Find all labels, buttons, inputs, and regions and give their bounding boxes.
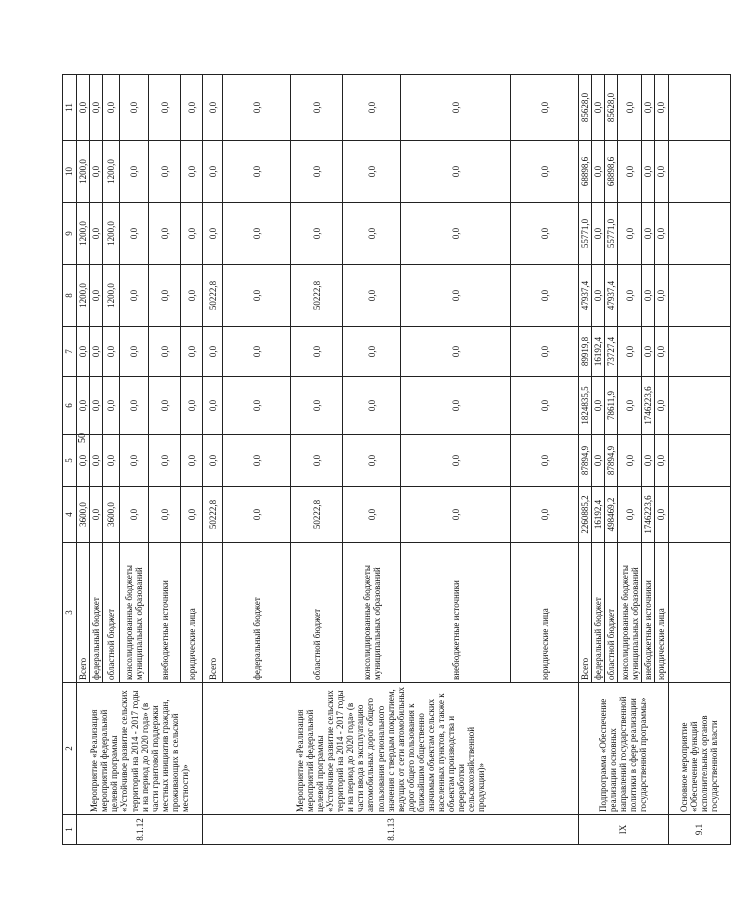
amount-cell: 16192,4 [592, 487, 605, 543]
empty-cell [668, 377, 730, 435]
amount-cell: 1200,0 [77, 265, 90, 327]
amount-cell: 0,0 [343, 203, 401, 265]
amount-cell: 0,0 [511, 141, 579, 203]
amount-cell: 50222,8 [291, 265, 343, 327]
table-row [77, 75, 90, 845]
funding-source: внебюджетные источники [642, 543, 655, 683]
amount-cell: 0,0 [618, 487, 642, 543]
amount-cell: 1200,0 [103, 141, 120, 203]
amount-cell: 0,0 [181, 265, 203, 327]
empty-cell [668, 327, 730, 377]
amount-cell: 0,0 [149, 265, 181, 327]
amount-cell: 0,0 [592, 377, 605, 435]
amount-cell: 0,0 [592, 141, 605, 203]
amount-cell: 0,0 [149, 435, 181, 487]
funding-source: Всего [579, 543, 592, 683]
header-row [63, 75, 77, 845]
amount-cell: 68898,6 [579, 141, 592, 203]
amount-cell: 55771,0 [605, 203, 618, 265]
amount-cell: 55771,0 [579, 203, 592, 265]
amount-cell: 0,0 [511, 487, 579, 543]
amount-cell: 47937,4 [605, 265, 618, 327]
amount-cell: 0,0 [511, 377, 579, 435]
funding-source: областной бюджет [291, 543, 343, 683]
empty-cell [668, 141, 730, 203]
amount-cell: 0,0 [223, 203, 291, 265]
funding-source: Всего [203, 543, 223, 683]
amount-cell: 85628,0 [605, 75, 618, 141]
amount-cell: 0,0 [592, 265, 605, 327]
column-header: 11 [63, 75, 77, 141]
amount-cell: 0,0 [618, 141, 642, 203]
row-code: 8.1.12 [77, 815, 203, 845]
amount-cell: 0,0 [655, 327, 668, 377]
amount-cell: 0,0 [223, 435, 291, 487]
amount-cell: 0,0 [223, 487, 291, 543]
amount-cell: 0,0 [77, 435, 90, 487]
page-number: 50 [77, 433, 88, 443]
rotated-table-container [62, 75, 720, 845]
funding-source: консолидированные бюджеты муниципальных образований [618, 543, 642, 683]
funding-source: юридические лица [511, 543, 579, 683]
funding-source: Всего [77, 543, 90, 683]
amount-cell: 0,0 [618, 265, 642, 327]
funding-source: федеральный бюджет [592, 543, 605, 683]
amount-cell: 89919,8 [579, 327, 592, 377]
amount-cell: 0,0 [343, 327, 401, 377]
amount-cell: 0,0 [203, 203, 223, 265]
budget-table [62, 74, 731, 845]
amount-cell: 0,0 [618, 327, 642, 377]
funding-source: консолидированные бюджеты муниципальных образований [120, 543, 149, 683]
amount-cell: 0,0 [223, 377, 291, 435]
funding-source: внебюджетные источники [401, 543, 511, 683]
amount-cell: 0,0 [343, 141, 401, 203]
amount-cell: 0,0 [401, 487, 511, 543]
amount-cell: 68898,6 [605, 141, 618, 203]
amount-cell: 85628,0 [579, 75, 592, 141]
amount-cell: 0,0 [181, 75, 203, 141]
amount-cell: 0,0 [642, 265, 655, 327]
amount-cell: 78611,9 [605, 377, 618, 435]
amount-cell: 0,0 [343, 487, 401, 543]
amount-cell: 0,0 [511, 203, 579, 265]
measure-name: Мероприятие «Реализация мероприятий федеральной целевой программы «Устойчивое развитие сельских территорий на 2014 - 2017 годы и на период до 2020 года» (в части ввода в эксплуатацию автомобильных дорог общего пользования регионального значения с твердым покрытием, ведущих от сети автомобильных дорог общего пользования к ближайшим общественно значимым объектам сельских населенных пунктов, а также к объектам производства и переработки сельскохозяйственной продукции)» [203, 683, 579, 815]
amount-cell: 0,0 [655, 435, 668, 487]
amount-cell: 0,0 [103, 75, 120, 141]
amount-cell: 0,0 [291, 141, 343, 203]
empty-cell [668, 203, 730, 265]
amount-cell: 0,0 [149, 377, 181, 435]
amount-cell: 0,0 [120, 75, 149, 141]
amount-cell: 1200,0 [77, 203, 90, 265]
amount-cell: 0,0 [401, 265, 511, 327]
table-row [203, 75, 223, 845]
amount-cell: 0,0 [592, 203, 605, 265]
amount-cell: 0,0 [655, 75, 668, 141]
amount-cell: 0,0 [77, 75, 90, 141]
funding-source: юридические лица [181, 543, 203, 683]
amount-cell: 3600,0 [77, 487, 90, 543]
amount-cell: 1200,0 [103, 265, 120, 327]
funding-source: юридические лица [655, 543, 668, 683]
amount-cell: 0,0 [642, 75, 655, 141]
amount-cell: 0,0 [181, 435, 203, 487]
amount-cell: 50222,8 [203, 487, 223, 543]
amount-cell: 0,0 [511, 327, 579, 377]
table-row [579, 75, 592, 845]
amount-cell: 50222,8 [203, 265, 223, 327]
funding-source: областной бюджет [605, 543, 618, 683]
empty-cell [668, 435, 730, 487]
amount-cell: 0,0 [90, 377, 103, 435]
amount-cell: 0,0 [291, 377, 343, 435]
measure-name: Основное мероприятие «Обеспечение функций исполнительных органов государственной власти [668, 683, 730, 815]
amount-cell: 0,0 [401, 141, 511, 203]
amount-cell: 0,0 [90, 75, 103, 141]
amount-cell: 87894,9 [605, 435, 618, 487]
amount-cell: 0,0 [291, 203, 343, 265]
row-code: 9.1 [668, 815, 730, 845]
column-header: 1 [63, 815, 77, 845]
amount-cell: 1824835,5 [579, 377, 592, 435]
amount-cell: 0,0 [343, 265, 401, 327]
amount-cell: 498469,2 [605, 487, 618, 543]
amount-cell: 0,0 [120, 141, 149, 203]
amount-cell: 0,0 [618, 75, 642, 141]
column-header: 9 [63, 203, 77, 265]
amount-cell: 73727,4 [605, 327, 618, 377]
amount-cell: 0,0 [120, 435, 149, 487]
amount-cell: 0,0 [642, 203, 655, 265]
amount-cell: 2260885,2 [579, 487, 592, 543]
amount-cell: 0,0 [655, 377, 668, 435]
amount-cell: 0,0 [181, 487, 203, 543]
amount-cell: 0,0 [511, 435, 579, 487]
amount-cell: 0,0 [203, 377, 223, 435]
amount-cell: 0,0 [203, 141, 223, 203]
amount-cell: 0,0 [223, 327, 291, 377]
amount-cell: 3600,0 [103, 487, 120, 543]
amount-cell: 0,0 [120, 487, 149, 543]
amount-cell: 0,0 [203, 75, 223, 141]
amount-cell: 0,0 [203, 435, 223, 487]
amount-cell: 0,0 [90, 487, 103, 543]
funding-source: федеральный бюджет [223, 543, 291, 683]
amount-cell: 50222,8 [291, 487, 343, 543]
table-row [668, 75, 730, 845]
amount-cell: 0,0 [77, 327, 90, 377]
amount-cell: 0,0 [103, 435, 120, 487]
row-code: IX [579, 815, 668, 845]
amount-cell: 0,0 [90, 141, 103, 203]
amount-cell: 87894,9 [579, 435, 592, 487]
amount-cell: 0,0 [401, 377, 511, 435]
amount-cell: 0,0 [655, 487, 668, 543]
amount-cell: 0,0 [181, 141, 203, 203]
amount-cell: 0,0 [642, 435, 655, 487]
column-header: 2 [63, 683, 77, 815]
amount-cell: 1200,0 [77, 141, 90, 203]
amount-cell: 0,0 [655, 265, 668, 327]
amount-cell: 0,0 [181, 377, 203, 435]
amount-cell: 0,0 [618, 203, 642, 265]
amount-cell: 0,0 [343, 435, 401, 487]
amount-cell: 0,0 [592, 75, 605, 141]
amount-cell: 0,0 [511, 265, 579, 327]
funding-source: консолидированные бюджеты муниципальных образований [343, 543, 401, 683]
column-header: 5 [63, 435, 77, 487]
column-header: 4 [63, 487, 77, 543]
amount-cell: 0,0 [343, 75, 401, 141]
amount-cell: 0,0 [181, 327, 203, 377]
measure-name: Подпрограмма «Обеспечение реализации основных направлений государственной политики в сфере реализации государственной программы» [579, 683, 668, 815]
empty-cell [668, 543, 730, 683]
amount-cell: 0,0 [401, 327, 511, 377]
amount-cell: 0,0 [401, 75, 511, 141]
funding-source: областной бюджет [103, 543, 120, 683]
amount-cell: 0,0 [618, 377, 642, 435]
amount-cell: 16192,4 [592, 327, 605, 377]
amount-cell: 0,0 [149, 327, 181, 377]
amount-cell: 0,0 [77, 377, 90, 435]
amount-cell: 0,0 [103, 377, 120, 435]
column-header: 6 [63, 377, 77, 435]
column-header: 8 [63, 265, 77, 327]
amount-cell: 0,0 [90, 203, 103, 265]
amount-cell: 0,0 [592, 435, 605, 487]
amount-cell: 0,0 [291, 327, 343, 377]
column-header: 7 [63, 327, 77, 377]
amount-cell: 0,0 [149, 141, 181, 203]
amount-cell: 0,0 [291, 435, 343, 487]
empty-cell [668, 265, 730, 327]
amount-cell: 0,0 [149, 75, 181, 141]
amount-cell: 1200,0 [103, 203, 120, 265]
empty-cell [668, 487, 730, 543]
empty-cell [668, 75, 730, 141]
amount-cell: 0,0 [90, 327, 103, 377]
amount-cell: 0,0 [642, 141, 655, 203]
amount-cell: 0,0 [655, 203, 668, 265]
funding-source: внебюджетные источники [149, 543, 181, 683]
amount-cell: 0,0 [642, 327, 655, 377]
amount-cell: 1746223,6 [642, 487, 655, 543]
amount-cell: 47937,4 [579, 265, 592, 327]
amount-cell: 0,0 [120, 327, 149, 377]
amount-cell: 0,0 [511, 75, 579, 141]
amount-cell: 0,0 [291, 75, 343, 141]
column-header: 3 [63, 543, 77, 683]
amount-cell: 0,0 [181, 203, 203, 265]
amount-cell: 0,0 [223, 75, 291, 141]
amount-cell: 0,0 [149, 203, 181, 265]
amount-cell: 0,0 [618, 435, 642, 487]
amount-cell: 0,0 [90, 265, 103, 327]
amount-cell: 0,0 [203, 327, 223, 377]
amount-cell: 0,0 [149, 487, 181, 543]
amount-cell: 0,0 [120, 265, 149, 327]
amount-cell: 0,0 [103, 327, 120, 377]
amount-cell: 1746223,6 [642, 377, 655, 435]
amount-cell: 0,0 [223, 141, 291, 203]
amount-cell: 0,0 [401, 435, 511, 487]
funding-source: федеральный бюджет [90, 543, 103, 683]
amount-cell: 0,0 [223, 265, 291, 327]
amount-cell: 0,0 [401, 203, 511, 265]
amount-cell: 0,0 [655, 141, 668, 203]
measure-name: Мероприятие «Реализация мероприятий федеральной целевой программы «Устойчивое развитие сельских территорий на 2014 - 2017 годы и на период до 2020 года» (в части грантовой поддержки местных инициатив граждан, проживающих в сельской местности)» [77, 683, 203, 815]
row-code: 8.1.13 [203, 815, 579, 845]
amount-cell: 0,0 [343, 377, 401, 435]
column-header: 10 [63, 141, 77, 203]
amount-cell: 0,0 [120, 203, 149, 265]
amount-cell: 0,0 [90, 435, 103, 487]
amount-cell: 0,0 [120, 377, 149, 435]
